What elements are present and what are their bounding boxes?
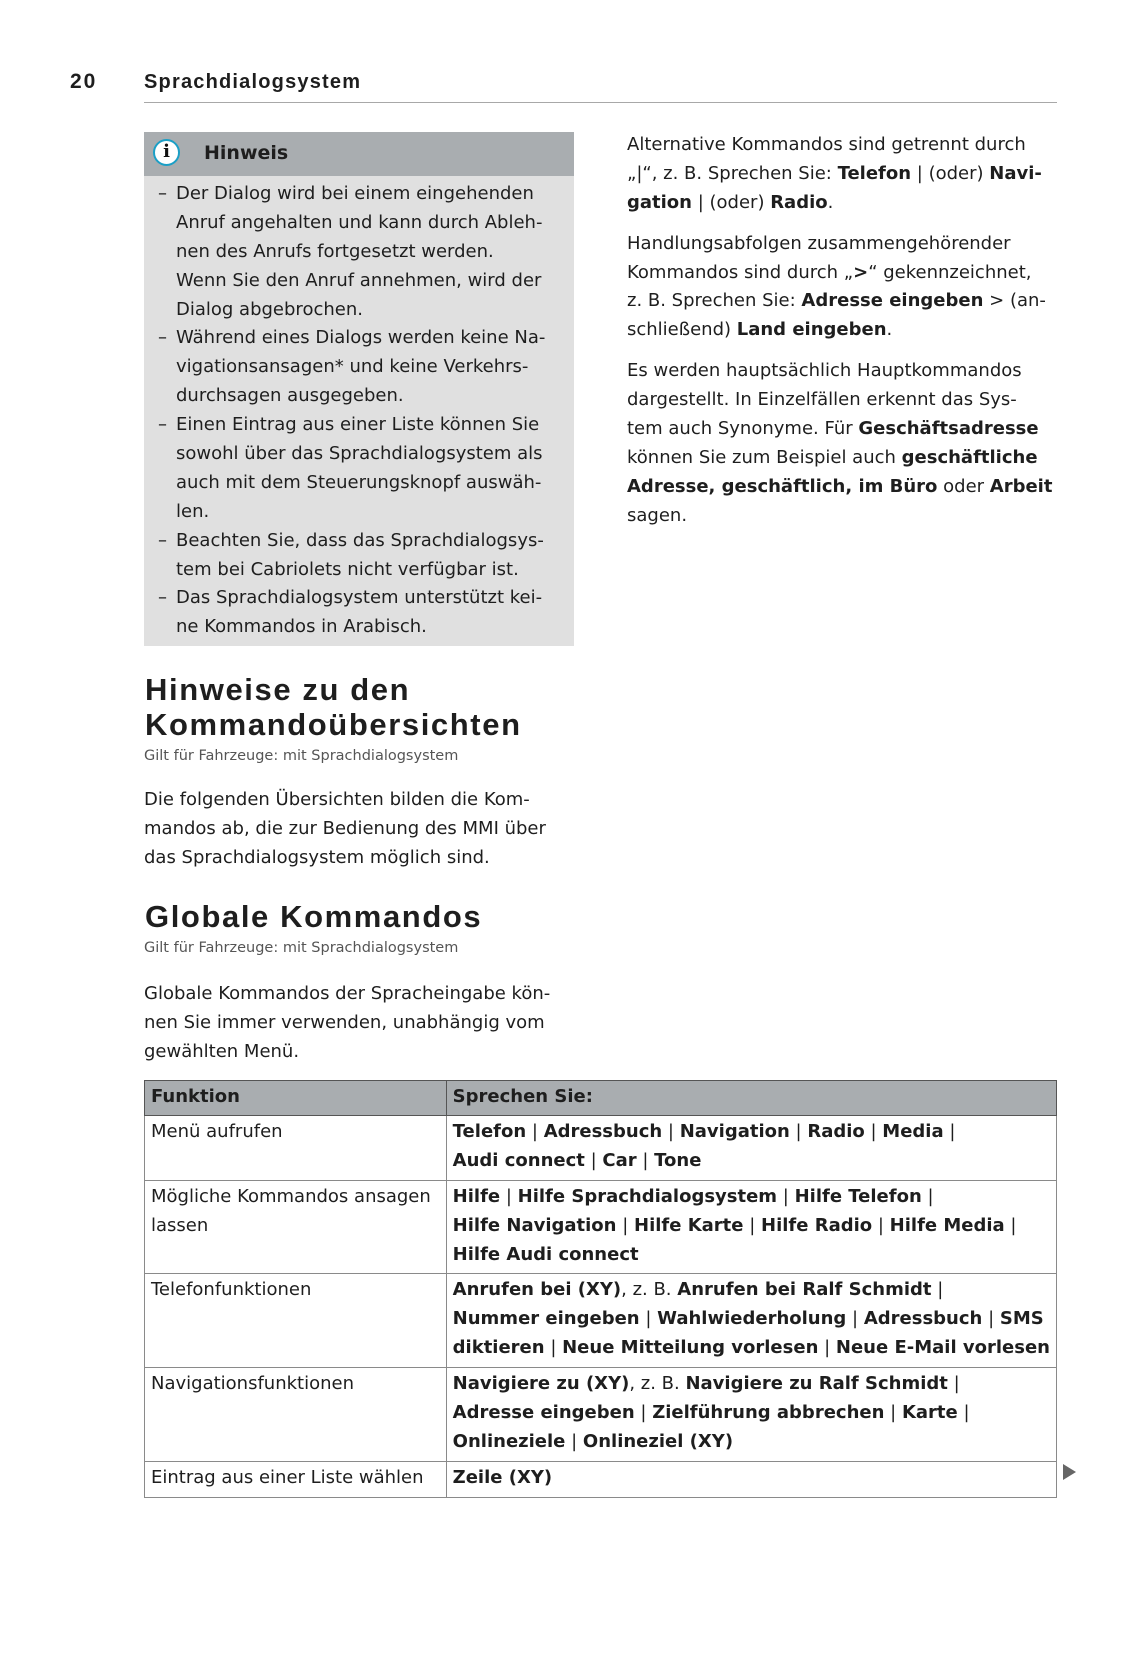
text-line: gewählten Menü. [144, 1040, 300, 1062]
text-segment: . [827, 191, 834, 213]
bold-command: Arbeit [989, 475, 1053, 497]
text-line [453, 1464, 1050, 1493]
text-segment: „|“, z. B. Sprechen Sie: [627, 162, 838, 184]
text-line: Einen Eintrag aus einer Liste können Sie [176, 414, 540, 436]
text-line [627, 415, 1052, 444]
text-segment: | [636, 1149, 655, 1171]
text-line: das Sprachdialogsystem möglich sind. [144, 846, 490, 868]
text-segment: | [662, 1121, 680, 1142]
text-segment: | [634, 1402, 653, 1424]
text-line [627, 444, 1052, 473]
text-line [627, 160, 1052, 189]
function-cell [145, 1180, 447, 1274]
text-line: vigationsansagen* und keine Verkehrs- [176, 356, 529, 378]
commands-cell [446, 1180, 1056, 1274]
text-line: dargestellt. In Einzelfällen erkennt das Sys- [627, 389, 1017, 411]
bold-command: Navigiere zu (XY) [452, 1373, 630, 1395]
text-line [453, 1399, 1050, 1428]
info-icon: i [153, 139, 180, 166]
bold-command: Hilfe Navigation [452, 1214, 617, 1236]
note-header [144, 132, 574, 176]
text-segment: | [846, 1308, 864, 1330]
intro-text-column [627, 131, 1052, 543]
heading-line: Hinweise zu den [145, 672, 411, 707]
note-list-item [158, 180, 545, 324]
bold-command: > [853, 261, 869, 283]
text-line: Alternative Kommandos sind getrennt durch [627, 134, 1026, 155]
note-list-item [158, 584, 545, 642]
section-heading-command-overviews [145, 672, 522, 742]
bold-command: Navi- [989, 162, 1042, 184]
bold-command: Adresse eingeben [452, 1402, 635, 1424]
text-line: Handlungsabfolgen zusammengehörender [627, 232, 1011, 254]
table-row [145, 1274, 1057, 1368]
function-cell [145, 1368, 447, 1462]
text-line: Mögliche Kommandos ansagen [151, 1185, 431, 1207]
heading-line: Kommandoübersichten [145, 707, 522, 742]
text-line [453, 1212, 1050, 1241]
note-list-item [158, 411, 545, 527]
text-line [453, 1241, 1050, 1270]
bold-command: Navigation [679, 1121, 790, 1142]
function-cell [145, 1116, 447, 1181]
text-segment: | [789, 1121, 808, 1142]
column-header-function: Funktion [145, 1081, 447, 1116]
header-divider [144, 102, 1057, 103]
bold-command: Zeile (XY) [452, 1466, 553, 1488]
text-segment: > (an- [983, 290, 1046, 312]
dash-bullet: – [158, 414, 167, 436]
bold-command: SMS [999, 1308, 1044, 1330]
bold-command: gation [627, 191, 692, 213]
bold-command: diktieren [452, 1337, 545, 1359]
text-line [627, 287, 1052, 316]
text-segment: | [884, 1402, 902, 1424]
bold-command: Zielführung abbrechen [652, 1402, 885, 1424]
text-line: Navigationsfunktionen [151, 1373, 355, 1395]
triangle-right-icon [1063, 1464, 1076, 1480]
text-line [627, 189, 1052, 218]
text-line [627, 259, 1052, 288]
dash-bullet: – [158, 327, 167, 349]
text-line [453, 1428, 1050, 1457]
bold-command: Onlineziele [452, 1430, 566, 1452]
text-segment: “ gekennzeichnet, [868, 261, 1032, 283]
text-segment: | (oder) [911, 162, 990, 184]
bold-command: Car [602, 1149, 637, 1171]
text-segment: | [982, 1308, 1000, 1330]
running-title: Sprachdialogsystem [144, 71, 362, 93]
note-list [158, 180, 545, 642]
bold-command: Wahlwiederholung [657, 1308, 847, 1330]
page-number: 20 [70, 70, 98, 93]
text-line: Beachten Sie, dass das Sprachdialogsys- [176, 529, 544, 551]
commands-cell [446, 1274, 1056, 1368]
text-line [453, 1183, 1050, 1212]
section-heading-global-commands: Globale Kommandos [145, 899, 483, 934]
text-segment: | [777, 1185, 795, 1207]
paragraph [627, 230, 1052, 346]
text-segment: | [544, 1337, 563, 1359]
text-line: sowohl über das Sprachdialogsystem als [176, 443, 543, 465]
paragraph [627, 131, 1052, 218]
text-line: Dialog abgebrochen. [176, 298, 363, 320]
text-line [453, 1305, 1050, 1334]
dash-bullet: – [158, 529, 167, 551]
text-line: sagen. [627, 504, 688, 526]
text-segment: | [957, 1402, 970, 1424]
bold-command: Nummer eingeben [452, 1308, 640, 1330]
text-line: nen Sie immer verwenden, unabhängig vom [144, 1011, 545, 1033]
text-line: ne Kommandos in Arabisch. [176, 616, 427, 638]
applies-to-note: Gilt für Fahrzeuge: mit Sprachdialogsystem [144, 748, 459, 764]
text-line: Globale Kommandos der Spracheingabe kön- [144, 983, 551, 1004]
bold-command: Geschäftsadresse [858, 418, 1039, 440]
text-line: Telefonfunktionen [151, 1279, 312, 1301]
bold-command: Hilfe Karte [634, 1214, 744, 1236]
bold-command: Telefon [452, 1121, 527, 1142]
text-line [453, 1370, 1050, 1399]
text-line: auch mit dem Steuerungsknopf auswäh- [176, 471, 542, 493]
text-segment: | [1004, 1214, 1017, 1236]
commands-cell [446, 1116, 1056, 1181]
text-segment: | [864, 1121, 883, 1142]
text-line: Wenn Sie den Anruf annehmen, wird der [176, 269, 542, 291]
dash-bullet: – [158, 587, 167, 609]
text-line: mandos ab, die zur Bedienung des MMI über [144, 817, 546, 839]
bold-command: Anrufen bei Ralf Schmidt [677, 1279, 932, 1301]
note-list-item [158, 324, 545, 411]
bold-command: Hilfe Audi connect [452, 1243, 639, 1265]
table-row [145, 1116, 1057, 1181]
text-segment: oder [937, 475, 990, 497]
text-segment: Kommandos sind durch „ [627, 261, 854, 283]
text-segment: | [526, 1121, 544, 1142]
text-line: lassen [151, 1214, 209, 1236]
bold-command: geschäftliche [901, 446, 1038, 468]
text-line: Das Sprachdialogsystem unterstützt kei- [176, 587, 543, 609]
text-line: Die folgenden Übersichten bilden die Kom- [144, 789, 530, 810]
text-segment: , z. B. [621, 1279, 678, 1301]
commands-cell [446, 1461, 1056, 1497]
text-line: durchsagen ausgegeben. [176, 385, 404, 407]
text-segment: | [616, 1214, 634, 1236]
text-line: Der Dialog wird bei einem eingehenden [176, 183, 534, 204]
bold-command: Land eingeben [736, 319, 887, 341]
text-segment: | [943, 1121, 956, 1142]
text-line [453, 1276, 1050, 1305]
table-header-row [145, 1081, 1057, 1116]
text-line: Anruf angehalten und kann durch Ableh- [176, 211, 543, 233]
text-line [627, 316, 1052, 345]
text-segment: | [921, 1185, 934, 1207]
text-segment: z. B. Sprechen Sie: [627, 290, 802, 312]
table-row [145, 1461, 1057, 1497]
text-line [453, 1334, 1050, 1363]
function-cell [145, 1461, 447, 1497]
text-line: tem bei Cabriolets nicht verfügbar ist. [176, 558, 519, 580]
text-segment: . [886, 319, 893, 341]
bold-command: Radio [770, 191, 828, 213]
text-line: nen des Anrufs fortgesetzt werden. [176, 240, 494, 262]
text-segment: können Sie zum Beispiel auch [627, 446, 902, 468]
dash-bullet: – [158, 183, 167, 204]
text-line: Es werden hauptsächlich Hauptkommandos [627, 360, 1022, 382]
text-segment: | [584, 1149, 603, 1171]
text-line: len. [176, 500, 210, 522]
text-line: Eintrag aus einer Liste wählen [151, 1466, 424, 1488]
text-segment: | [639, 1308, 658, 1330]
global-commands-table [144, 1080, 1057, 1498]
bold-command: Tone [654, 1149, 702, 1171]
bold-command: Adressbuch [863, 1308, 983, 1330]
text-segment: | [947, 1373, 960, 1395]
bold-command: Hilfe Media [889, 1214, 1005, 1236]
text-segment: tem auch Synonyme. Für [627, 418, 859, 440]
bold-command: Hilfe Telefon [794, 1185, 922, 1207]
text-segment: | [872, 1214, 890, 1236]
text-line [453, 1118, 1050, 1147]
bold-command: Adresse eingeben [801, 290, 984, 312]
bold-command: Adressbuch [543, 1121, 663, 1142]
text-line [627, 473, 1052, 502]
text-segment: schließend) [627, 319, 737, 341]
function-cell [145, 1274, 447, 1368]
commands-cell [446, 1368, 1056, 1462]
text-segment: | [931, 1279, 944, 1301]
bold-command: Telefon [837, 162, 912, 184]
text-segment: , z. B. [629, 1373, 686, 1395]
bold-command: Adresse, geschäftlich, im Büro [627, 475, 938, 497]
text-line: Menü aufrufen [151, 1121, 283, 1142]
column-header-commands: Sprechen Sie: [446, 1081, 1056, 1116]
bold-command: Hilfe Sprachdialogsystem [517, 1185, 778, 1207]
bold-command: Hilfe [452, 1185, 501, 1207]
bold-command: Anrufen bei (XY) [452, 1279, 622, 1301]
bold-command: Navigiere zu Ralf Schmidt [685, 1373, 948, 1395]
text-segment: | [818, 1337, 836, 1359]
applies-to-note: Gilt für Fahrzeuge: mit Sprachdialogsystem [144, 940, 459, 956]
note-list-item [158, 527, 545, 585]
bold-command: Radio [807, 1121, 865, 1142]
section-body [144, 786, 546, 873]
section-body [144, 980, 550, 1067]
text-segment: | [500, 1185, 518, 1207]
table-row [145, 1180, 1057, 1274]
bold-command: Onlineziel (XY) [582, 1430, 734, 1452]
text-segment: | (oder) [692, 191, 771, 213]
text-line [453, 1147, 1050, 1176]
paragraph [627, 357, 1052, 530]
table-row [145, 1368, 1057, 1462]
text-segment: | [565, 1430, 583, 1452]
bold-command: Audi connect [452, 1149, 585, 1171]
bold-command: Karte [901, 1402, 958, 1424]
bold-command: Hilfe Radio [761, 1214, 873, 1236]
text-segment: | [743, 1214, 762, 1236]
text-line: Während eines Dialogs werden keine Na- [176, 327, 546, 349]
note-box [144, 132, 574, 646]
bold-command: Neue Mitteilung vorlesen [562, 1337, 819, 1359]
note-title: Hinweis [204, 142, 289, 164]
bold-command: Media [882, 1121, 944, 1142]
bold-command: Neue E-Mail vorlesen [835, 1337, 1050, 1359]
